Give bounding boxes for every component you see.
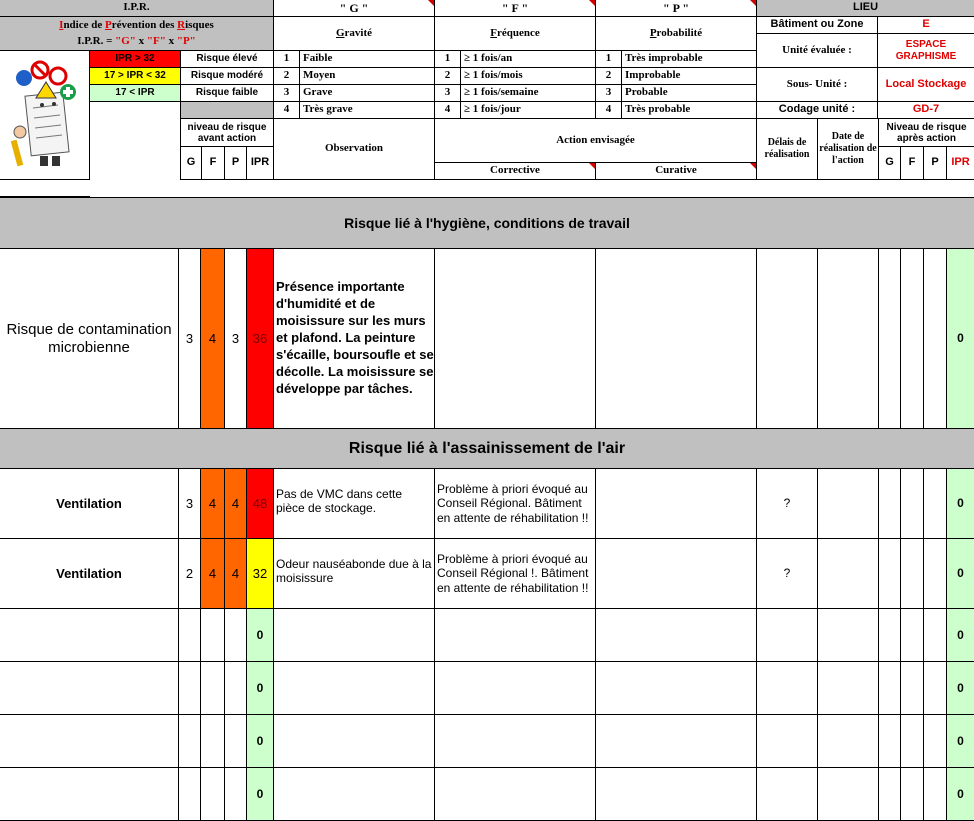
g-row-num: 2	[274, 68, 300, 85]
ipr-value: 48	[247, 469, 274, 539]
p-after-cell	[924, 609, 947, 662]
col-p-after: P	[924, 147, 947, 180]
ipr-level-high-range: IPR > 32	[90, 51, 181, 68]
safety-logo	[0, 51, 90, 180]
lieu-batiment-value: E	[878, 17, 974, 34]
date-cell	[818, 609, 879, 662]
f-row-label: ≥ 1 fois/semaine	[461, 85, 596, 102]
f-value: 4	[201, 249, 225, 429]
delais-cell	[757, 249, 818, 429]
delais-cell	[757, 715, 818, 768]
observation-cell	[274, 662, 435, 715]
delais-cell: ?	[757, 539, 818, 609]
g-after-cell	[879, 249, 901, 429]
formula-prefix: I.P.R. =	[77, 35, 116, 47]
observation-text: Pas de VMC dans cette pièce de stockage.	[274, 469, 435, 539]
ipr-value: 0	[247, 768, 274, 821]
f-row-num: 1	[435, 51, 461, 68]
p-after-cell	[924, 249, 947, 429]
g-value-cell	[179, 662, 201, 715]
text-part: isques	[185, 18, 214, 31]
curative-cell	[596, 609, 757, 662]
lieu-sous-unite-label: Sous- Unité :	[757, 68, 878, 102]
corrective-text: Problème à priori évoqué au Conseil Régional. Bâtiment en attente de réhabilitation !!	[435, 469, 596, 539]
lieu-sous-unite-value: Local Stockage	[878, 68, 974, 102]
letter-i: I	[59, 18, 64, 31]
f-value-cell	[201, 662, 225, 715]
p-row-label: Très probable	[622, 102, 757, 119]
f-row-label: ≥ 1 fois/mois	[461, 68, 596, 85]
formula-g: "G"	[115, 35, 136, 47]
f-after-cell	[901, 768, 924, 821]
g-row-num: 1	[274, 51, 300, 68]
lieu-codage-value: GD-7	[878, 102, 974, 119]
blank-row	[0, 180, 90, 197]
f-row-num: 3	[435, 85, 461, 102]
lieu-title: LIEU	[757, 0, 974, 17]
risk-label-cell	[0, 609, 179, 662]
safety-mascot-icon	[6, 56, 84, 174]
f-after-cell	[901, 539, 924, 609]
p-row-num: 1	[596, 51, 622, 68]
date-cell	[818, 715, 879, 768]
corrective-cell	[435, 715, 596, 768]
f-value-cell	[201, 768, 225, 821]
f-after-cell	[901, 469, 924, 539]
corrective-text: Problème à priori évoqué au Conseil Régional !. Bâtiment en attente de réhabilitation !!	[435, 539, 596, 609]
g-row-label: Très grave	[300, 102, 435, 119]
g-after-cell	[879, 768, 901, 821]
formula-p: "P"	[176, 35, 196, 47]
delais-header: Délais de réalisation	[757, 119, 818, 180]
col-f: F	[202, 147, 225, 180]
f-row-num: 4	[435, 102, 461, 119]
col-g: G	[181, 147, 202, 180]
curative-header: Curative	[596, 163, 757, 180]
risk-label: Ventilation	[0, 539, 179, 609]
observation-cell	[274, 768, 435, 821]
ipr-level-low-range: 17 < IPR	[90, 85, 181, 102]
f-header: " F "	[435, 0, 596, 17]
curative-cell	[596, 539, 757, 609]
g-title-rest: ravité	[344, 26, 373, 39]
g-row-num: 3	[274, 85, 300, 102]
f-title-first: F	[490, 26, 497, 39]
risk-label-cell	[0, 715, 179, 768]
ipr-value: 36	[247, 249, 274, 429]
g-row-label: Grave	[300, 85, 435, 102]
f-row-num: 2	[435, 68, 461, 85]
g-after-cell	[879, 609, 901, 662]
p-row-label: Improbable	[622, 68, 757, 85]
col-ipr: IPR	[247, 147, 274, 180]
ipr-value: 0	[247, 609, 274, 662]
p-row-num: 3	[596, 85, 622, 102]
col-g-after: G	[879, 147, 901, 180]
letter-p: P	[105, 18, 112, 31]
observation-cell	[274, 715, 435, 768]
corrective-cell	[435, 609, 596, 662]
f-row-label: ≥ 1 fois/jour	[461, 102, 596, 119]
p-row-num: 2	[596, 68, 622, 85]
formula-x: x	[165, 35, 177, 47]
action-header: Action envisagée	[435, 119, 757, 163]
ipr-level-high-label: Risque élevé	[181, 51, 274, 68]
f-value: 4	[201, 469, 225, 539]
curative-cell	[596, 768, 757, 821]
formula-x: x	[135, 35, 147, 47]
g-row-num: 4	[274, 102, 300, 119]
niveau-avant-header: niveau de risque avant action	[181, 119, 274, 147]
date-cell	[818, 249, 879, 429]
ipr-subtitle	[0, 17, 274, 51]
g-after-cell	[879, 469, 901, 539]
observation-header: Observation	[274, 119, 435, 180]
ipr-after-value: 0	[947, 609, 974, 662]
delais-cell	[757, 609, 818, 662]
p-after-cell	[924, 469, 947, 539]
p-row-label: Très improbable	[622, 51, 757, 68]
p-value-cell	[225, 715, 247, 768]
text-part: révention des	[111, 18, 178, 31]
gray-spacer	[181, 102, 274, 119]
g-after-cell	[879, 539, 901, 609]
letter-r: R	[177, 18, 186, 31]
delais-cell: ?	[757, 469, 818, 539]
date-cell	[818, 662, 879, 715]
p-value: 4	[225, 539, 247, 609]
delais-cell	[757, 768, 818, 821]
risk-label: Risque de contamination microbienne	[0, 249, 179, 429]
g-value: 3	[179, 469, 201, 539]
g-title	[274, 17, 435, 51]
lieu-unite-label: Unité évaluée :	[757, 34, 878, 68]
f-after-cell	[901, 249, 924, 429]
p-value: 3	[225, 249, 247, 429]
lieu-unite-value: ESPACE GRAPHISME	[878, 34, 974, 68]
empty-cell	[90, 102, 181, 180]
ipr-after-value: 0	[947, 249, 974, 429]
p-value-cell	[225, 609, 247, 662]
ipr-value: 0	[247, 715, 274, 768]
g-after-cell	[879, 715, 901, 768]
g-value-cell	[179, 715, 201, 768]
lieu-batiment-label: Bâtiment ou Zone	[757, 17, 878, 34]
p-after-cell	[924, 539, 947, 609]
p-row-label: Probable	[622, 85, 757, 102]
g-after-cell	[879, 662, 901, 715]
p-after-cell	[924, 715, 947, 768]
section-title: Risque lié à l'assainissement de l'air	[0, 429, 974, 469]
f-value-cell	[201, 609, 225, 662]
g-title-first: G	[335, 26, 345, 39]
curative-cell	[596, 249, 757, 429]
g-header: " G "	[274, 0, 435, 17]
risk-label: Ventilation	[0, 469, 179, 539]
corrective-cell	[435, 662, 596, 715]
g-value: 2	[179, 539, 201, 609]
p-row-num: 4	[596, 102, 622, 119]
f-title-rest: réquence	[496, 26, 540, 39]
curative-cell	[596, 662, 757, 715]
curative-cell	[596, 469, 757, 539]
ipr-level-mid-label: Risque modéré	[181, 68, 274, 85]
date-cell	[818, 469, 879, 539]
f-value: 4	[201, 539, 225, 609]
p-header: " P "	[596, 0, 757, 17]
ipr-after-value: 0	[947, 715, 974, 768]
ipr-level-mid-range: 17 > IPR < 32	[90, 68, 181, 85]
f-row-label: ≥ 1 fois/an	[461, 51, 596, 68]
g-value-cell	[179, 609, 201, 662]
ipr-value: 32	[247, 539, 274, 609]
niveau-apres-header: Niveau de risque après action	[879, 119, 974, 147]
ipr-after-value: 0	[947, 469, 974, 539]
p-title-rest: robabilité	[656, 26, 703, 39]
ipr-after-value: 0	[947, 539, 974, 609]
p-value-cell	[225, 662, 247, 715]
ipr-level-low-label: Risque faible	[181, 85, 274, 102]
g-row-label: Moyen	[300, 68, 435, 85]
date-cell	[818, 768, 879, 821]
corrective-cell	[435, 768, 596, 821]
p-value: 4	[225, 469, 247, 539]
col-p: P	[225, 147, 247, 180]
f-value-cell	[201, 715, 225, 768]
f-after-cell	[901, 715, 924, 768]
p-title	[596, 17, 757, 51]
date-cell	[818, 539, 879, 609]
ipr-value: 0	[247, 662, 274, 715]
corrective-cell	[435, 249, 596, 429]
risk-label-cell	[0, 662, 179, 715]
text-part: ndice de	[63, 18, 105, 31]
observation-cell	[274, 609, 435, 662]
observation-text: Odeur nauséabonde due à la moisissure	[274, 539, 435, 609]
risk-label-cell	[0, 768, 179, 821]
p-after-cell	[924, 768, 947, 821]
corrective-header: Corrective	[435, 163, 596, 180]
g-value-cell	[179, 768, 201, 821]
formula-f: "F"	[146, 35, 166, 47]
col-ipr-after: IPR	[947, 147, 974, 180]
g-row-label: Faible	[300, 51, 435, 68]
section-title: Risque lié à l'hygiène, conditions de travail	[0, 197, 974, 249]
p-value-cell	[225, 768, 247, 821]
ipr-after-value: 0	[947, 768, 974, 821]
delais-cell	[757, 662, 818, 715]
p-after-cell	[924, 662, 947, 715]
ipr-title: I.P.R.	[0, 0, 274, 17]
ipr-subtitle-text	[59, 19, 214, 32]
g-value: 3	[179, 249, 201, 429]
observation-text: Présence importante d'humidité et de moisissure sur les murs et plafond. La peinture s'écaille, boursoufle et se décolle. La moisissure se développe par tâches.	[274, 249, 435, 429]
p-title-first: P	[649, 26, 657, 39]
f-title	[435, 17, 596, 51]
f-after-cell	[901, 662, 924, 715]
ipr-formula	[77, 35, 196, 48]
f-after-cell	[901, 609, 924, 662]
col-f-after: F	[901, 147, 924, 180]
lieu-codage-label: Codage unité :	[757, 102, 878, 119]
curative-cell	[596, 715, 757, 768]
date-header: Date de réalisation de l'action	[818, 119, 879, 180]
ipr-after-value: 0	[947, 662, 974, 715]
